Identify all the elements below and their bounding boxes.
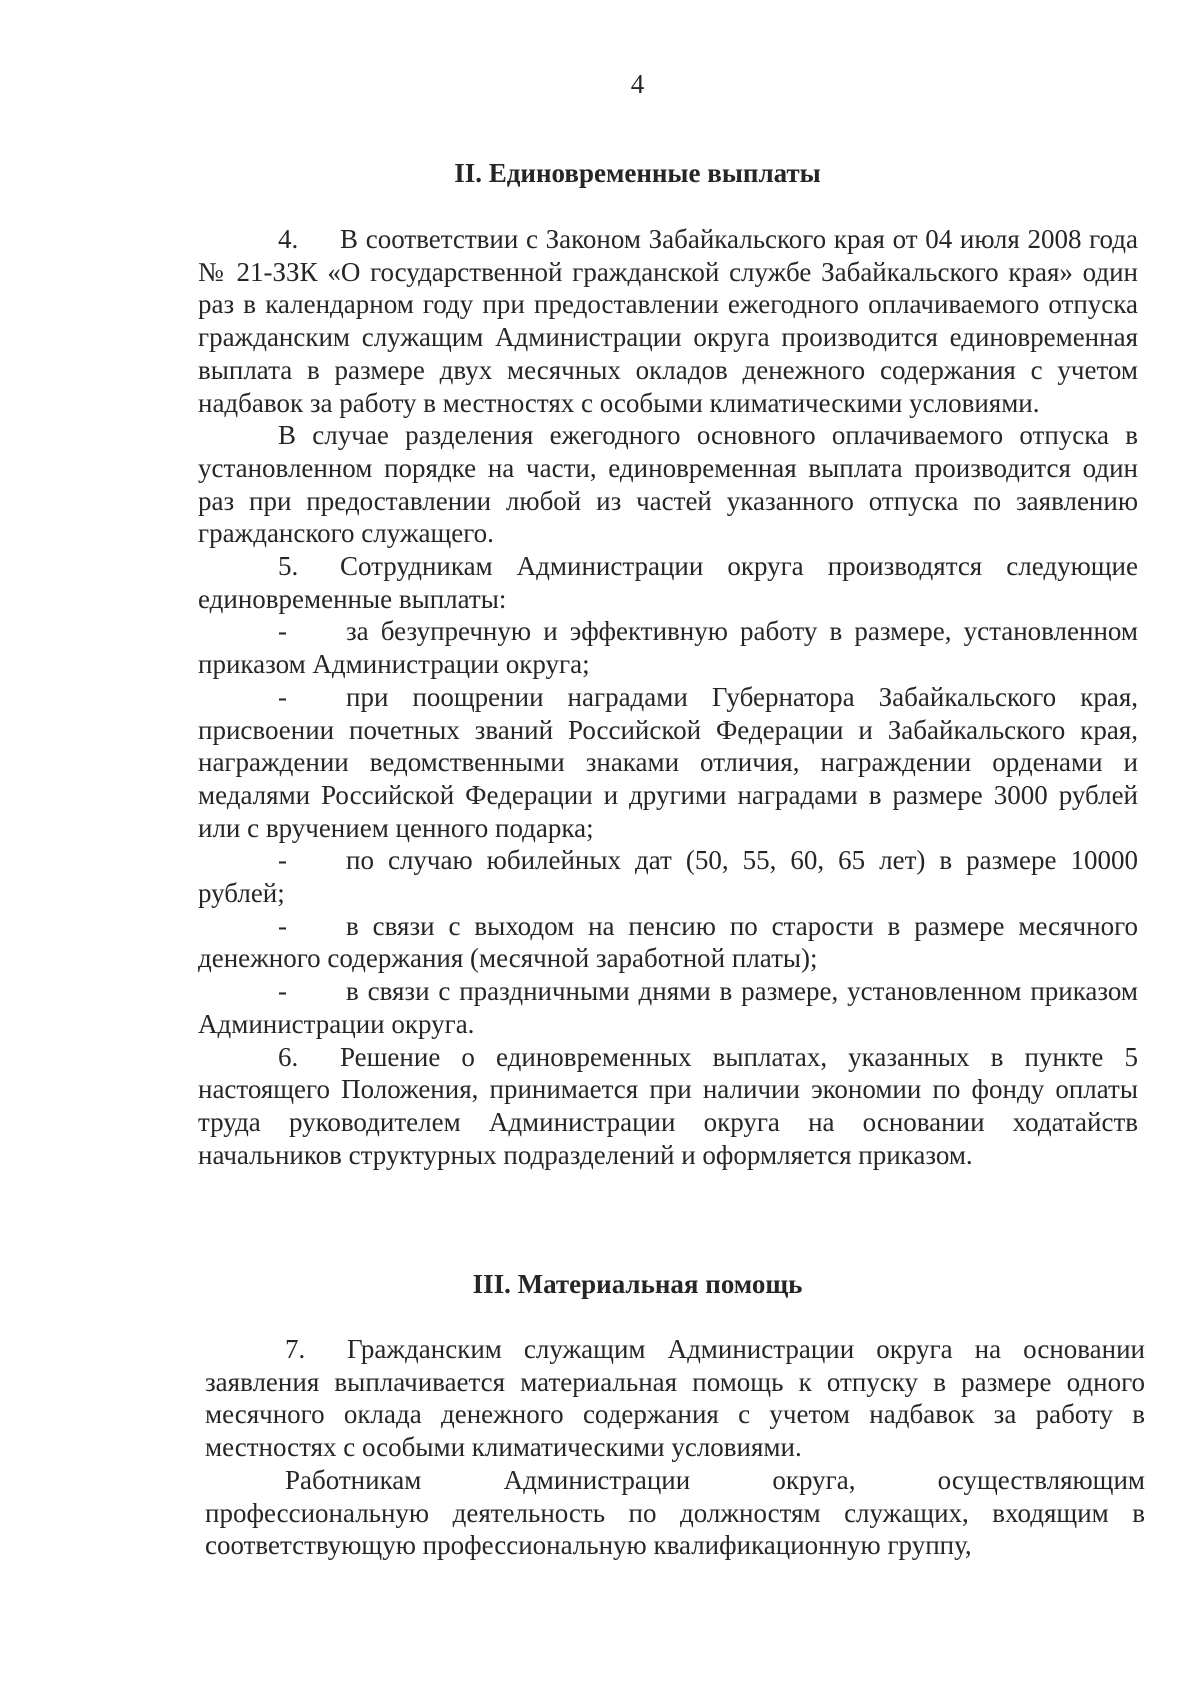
list-item-text: при поощрении наградами Губернатора Забайкальского края, присвоении почетных званий Российской Федерации и Забайкальского края, награждении ведомственными знаками отличия, награждении орденами и медалями Российской Федерации и другими наградами в размере 3000 рублей или с вручением ценного подарка; — [198, 681, 1138, 843]
list-item — [198, 844, 1138, 909]
list-item-text: в связи с выходом на пенсию по старости в размере месячного денежного содержания (месячной заработной платы); — [198, 910, 1138, 974]
list-item — [198, 681, 1138, 845]
paragraph-number: 6. — [278, 1041, 299, 1072]
paragraph-text: Гражданским служащим Администрации округа на основании заявления выплачивается материальная помощь к отпуску в размере одного месячного оклада денежного содержания с учетом надбавок за работу в местностях с особыми климатическими условиями. — [205, 1334, 1145, 1463]
paragraph-7-continued: Работникам Администрации округа, осуществляющим профессиональную деятельность по должностям служащих, входящим в соответствующую профессиональную квалификационную группу, — [205, 1464, 1145, 1561]
paragraph-text: Решение о единовременных выплатах, указанных в пункте 5 настоящего Положения, принимается при наличии экономии по фонду оплаты труда руководителем Администрации округа на основании ходатайств начальников структурных подразделений и оформляется приказом. — [198, 1041, 1138, 1170]
list-dash: - — [278, 845, 287, 876]
list-item — [198, 615, 1138, 680]
section-2-body — [198, 223, 1138, 1171]
list-item — [198, 910, 1138, 975]
page-number: 4 — [630, 69, 645, 99]
section-3-title: III. Материальная помощь — [472, 1269, 803, 1299]
paragraph-number: 7. — [285, 1334, 306, 1364]
section-3-body — [205, 1333, 1145, 1562]
paragraph-5 — [198, 550, 1138, 615]
list-dash: - — [278, 616, 287, 647]
list-item — [198, 975, 1138, 1040]
paragraph-6 — [198, 1041, 1138, 1172]
section-2-title: II. Единовременные выплаты — [454, 158, 821, 188]
list-item-text: по случаю юбилейных дат (50, 55, 60, 65 лет) в размере 10000 рублей; — [198, 845, 1138, 909]
list-item-text: за безупречную и эффективную работу в размере, установленном приказом Администрации округа; — [198, 616, 1138, 680]
paragraph-4-continued: В случае разделения ежегодного основного оплачиваемого отпуска в установленном порядке на части, единовременная выплата производится один раз при предоставлении любой из частей указанного отпуска по заявлению гражданского служащего. — [198, 420, 1138, 549]
paragraph-number: 4. — [278, 224, 299, 254]
paragraph-7 — [205, 1333, 1145, 1464]
list-dash: - — [278, 910, 287, 941]
list-item-text: в связи с праздничными днями в размере, установленном приказом Администрации округа. — [198, 976, 1138, 1039]
paragraph-4 — [198, 223, 1138, 419]
list-dash: - — [278, 681, 287, 712]
list-dash: - — [278, 976, 287, 1007]
paragraph-text: В соответствии с Законом Забайкальского края от 04 июля 2008 года № 21-ЗЗК «О государственной гражданской службе Забайкальского края» один раз в календарном году при предоставлении ежегодного оплачиваемого отпуска гражданским служащим Администрации округа производится единовременная выплата в размере двух месячных окладов денежного содержания с учетом надбавок за работу в местностях с особыми климатическими условиями. — [198, 224, 1138, 418]
paragraph-number: 5. — [278, 551, 299, 582]
paragraph-text: Сотрудникам Администрации округа производятся следующие единовременные выплаты: — [198, 551, 1138, 614]
